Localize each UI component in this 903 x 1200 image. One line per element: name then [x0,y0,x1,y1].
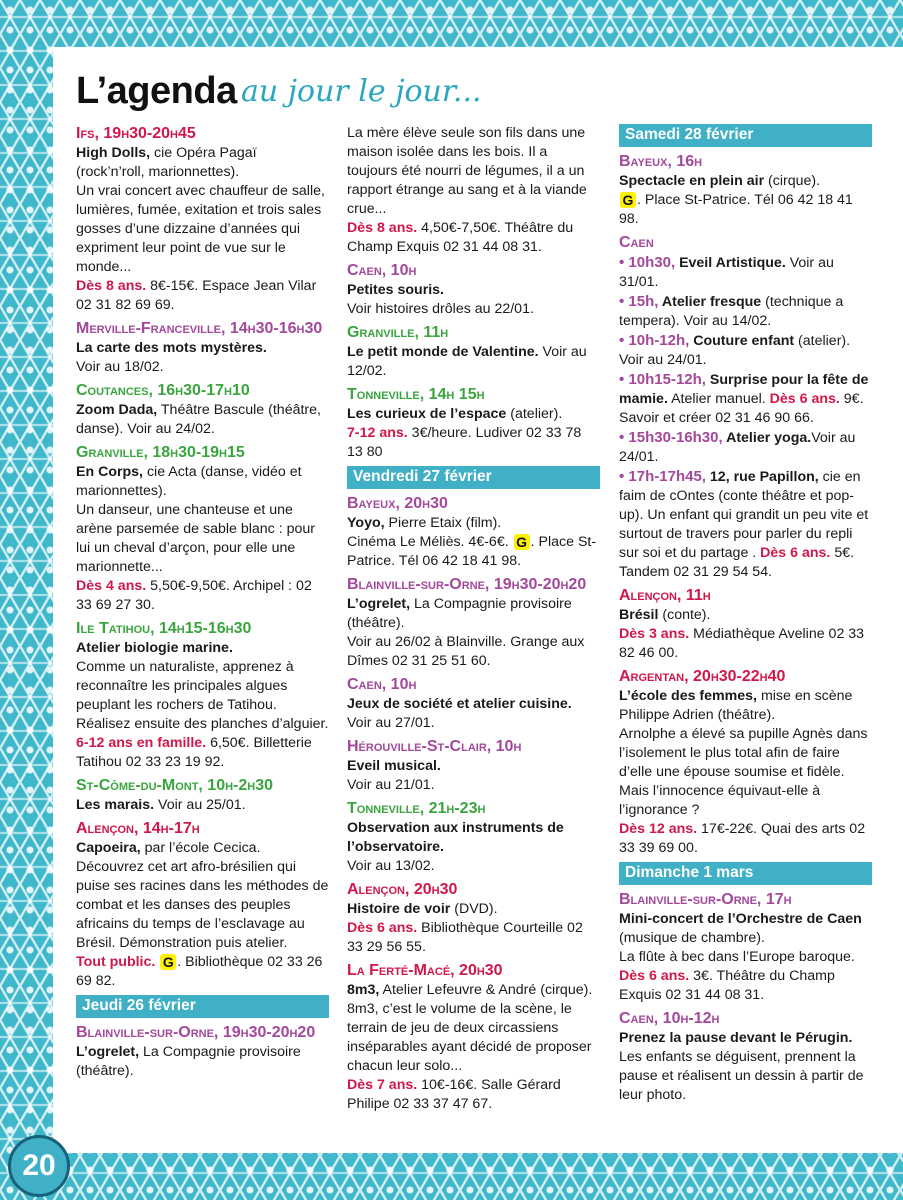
event-info: 5,50€-9,50€. Archipel : 02 33 69 27 30. [76,578,312,613]
event-info: 3€/heure. Ludiver 02 33 78 13 80 [347,425,582,460]
event-place: Merville-Franceville, 14h30-16h30 [76,320,323,337]
event-title: Les marais. [76,797,155,813]
event-place: Alençon, 20h30 [347,881,458,898]
event-place: Blainville-sur-Orne, 19h30-20h20 [76,1024,316,1041]
event-place: Alençon, 14h-17h [76,820,200,837]
event-info: Voir au 25/01. [154,797,246,813]
event-info: . Place St-Patrice. Tél 06 42 18 41 98. [347,534,597,569]
list-item [619,292,872,331]
event-info: Cinéma Le Méliès. 4€-6€. [347,534,509,550]
event-info: Voir au 12/02. [347,344,587,379]
event-place: Argentan, 20h30-22h40 [619,668,786,685]
event-title: L’ogrelet, [347,596,411,612]
event-place: St-Côme-du-Mont, 10h-2h30 [76,777,274,794]
event-place: Blainville-sur-Orne, 19h30-20h20 [347,576,587,593]
list-item-info: Atelier manuel. [667,391,766,407]
event-place: Ile Tatihou, 14h15-16h30 [76,620,252,637]
event-age: 6-12 ans en famille. [76,735,207,751]
event-info: 10€-16€. Salle Gérard Philipe 02 33 37 47 67. [347,1077,561,1112]
list-item-title: Eveil Artistique. [675,255,786,271]
event-description: Un vrai concert avec chauffeur de salle, lumières, fumée, exitation et trois sales gosses d’une dizzaine d’années qui expriment leur point de vue sur le monde... [76,183,325,275]
event-title: High Dolls, [76,145,151,161]
event-granville [76,443,329,615]
list-item-title: 12, rue Papillon, [705,469,819,485]
event-age: Dès 3 ans. [619,626,690,642]
event-description: Un danseur, une chanteuse et une arène parsemée de sable blanc : pour lui un cheval d’arçon, pour elle une marionnette... [76,502,315,575]
event-merville [76,319,329,377]
event-caen-jeux [347,675,600,733]
event-title: L’ogrelet, [76,1044,140,1060]
event-ifs [76,124,329,315]
list-item-info: (technique a tempera). Voir au 14/02. [619,294,844,329]
event-subtitle: par l’école Cecica. [140,840,261,856]
event-ferte-mace [347,961,600,1114]
event-place: Alençon, 11h [619,587,711,604]
list-item [619,467,872,582]
event-title: Yoyo, [347,515,385,531]
event-title: La carte des mots mystères. [76,340,267,356]
event-age: Dès 6 ans. [619,968,690,984]
event-info: 9€. Savoir et créer 02 31 46 90 66. [619,391,864,426]
column-1 [76,124,329,1085]
event-place: Tonneville, 14h 15h [347,386,485,403]
list-item-info: (atelier). Voir au 24/01. [619,333,851,368]
event-subtitle: La Compagnie provisoire (théâtre). [76,1044,301,1079]
event-subtitle: (atelier). [506,406,563,422]
event-title: Zoom Dada, [76,402,158,418]
event-blainville-concert [619,890,872,1005]
event-title: Le petit monde de Valentine. [347,344,539,360]
event-caen-souris [347,261,600,319]
list-item-title: Surprise pour la fête de mamie. [619,372,869,407]
event-title: Prenez la pause devant le Pérugin. [619,1030,853,1046]
event-subtitle: Théâtre Bascule (théâtre, danse). Voir au 24/02. [76,402,321,437]
list-item-time: • 15h30-16h30, [619,429,723,446]
event-age: Dès 8 ans. [347,220,418,236]
list-item-title: Atelier fresque [658,294,762,310]
event-title: L’école des femmes, [619,688,758,704]
event-tonneville-espace [347,385,600,462]
event-age: Dès 4 ans. [76,578,147,594]
event-age: Dès 6 ans. [756,545,831,561]
event-title: Brésil [619,607,659,623]
list-item-title: Atelier yoga. [722,430,812,446]
list-item-title: Couture enfant [689,333,795,349]
event-description: Arnolphe a élevé sa pupille Agnès dans l’isolement le plus total afin de faire d’elle une épouse soumise et fidèle. Mais l’innocence équivaut-elle à l’ignorance ? [619,726,868,818]
event-caen-perugin [619,1009,872,1105]
event-title: Histoire de voir [347,901,451,917]
event-subtitle: Atelier Lefeuvre & André (cirque). [379,982,593,998]
event-alencon-dvd [347,880,600,957]
free-badge-icon: G [160,954,176,970]
list-item [619,253,872,292]
page-subtitle: au jour le jour... [241,74,482,109]
event-age: Tout public. [76,954,156,970]
event-description: Les enfants se déguisent, prennent la pause et réalisent un dessin à partir de leur photo. [619,1049,864,1103]
event-title: Capoeira, [76,840,141,856]
free-badge-icon: G [514,534,530,550]
event-place: Caen, 10h [347,262,417,279]
event-place: Coutances, 16h30-17h10 [76,382,250,399]
event-alencon-capoeira [76,819,329,991]
event-place: Caen, 10h [347,676,417,693]
event-subtitle: (musique de chambre). [619,930,765,946]
event-title: 8m3, [347,982,380,998]
event-subtitle: Pierre Etaix (film). [384,515,502,531]
event-description: La flûte à bec dans l’Europe baroque. [619,949,855,965]
event-place: Caen [619,234,654,251]
event-herouville [347,737,600,795]
event-info: 5€. Tandem 02 31 29 54 54. [619,545,855,580]
event-argentan [619,667,872,858]
event-title: Les curieux de l’espace [347,406,507,422]
event-description: La mère élève seule son fils dans une maison isolée dans les bois. Il a toujours été nourri de légumes, il a un rapport étrange au sang et à la viande crue... [347,125,587,217]
event-info: Voir au 21/01. [347,777,435,793]
page-number: 20 [8,1135,70,1197]
list-item [619,428,872,467]
event-info: 4,50€-7,50€. Théâtre du Champ Exquis 02 31 44 08 31. [347,220,574,255]
event-info: . Place St-Patrice. Tél 06 42 18 41 98. [619,192,853,227]
event-title: Observation aux instruments de l’observatoire. [347,820,564,855]
event-title: Spectacle en plein air [619,173,765,189]
column-3 [619,124,872,1109]
event-age: Dès 8 ans. [76,278,147,294]
event-info: Médiathèque Aveline 02 33 82 46 00. [619,626,865,661]
list-item-info: cie en faim de cOntes (conte théâtre et pop-up). Un enfant qui grandit un peu vite et surtout de travers pour parler du repli sur soi et du partage . [619,469,869,561]
list-item-time: • 10h30, [619,254,676,271]
event-title: Jeux de société et atelier cuisine. [347,696,572,712]
event-title: En Corps, [76,464,144,480]
event-age: Dès 6 ans. [765,391,840,407]
event-granville-valentine [347,323,600,381]
event-info: Bibliothèque Courteille 02 33 29 56 55. [347,920,583,955]
list-item-info: Voir au 24/01. [619,430,856,465]
event-place: Ifs, 19h30-20h45 [76,125,196,142]
list-item-time: • 17h-17h45, [619,468,706,485]
event-age: Dès 6 ans. [347,920,418,936]
event-subtitle: mise en scène Philippe Adrien (théâtre). [619,688,853,723]
event-info: Voir au 27/01. [347,715,435,731]
event-subtitle: cie Acta (danse, vidéo et marionnettes). [76,464,302,499]
event-place: La Ferté-Macé, 20h30 [347,962,503,979]
event-bayeux-plein-air [619,152,872,229]
event-caen-list [619,233,872,582]
event-st-come [76,776,329,815]
day-header-samedi: Samedi 28 février [619,124,872,147]
event-description: Découvrez cet art afro-brésilien qui puise ses racines dans les méthodes de combat et les danses des peuples africains du temps de l’esclavage au Brésil. Démonstration puis atelier. [76,859,329,951]
event-age: Dès 7 ans. [347,1077,418,1093]
event-info: 17€-22€. Quai des arts 02 33 39 69 00. [619,821,866,856]
event-place: Tonneville, 21h-23h [347,800,486,817]
event-info: 6,50€. Billetterie Tatihou 02 33 23 19 92. [76,735,312,770]
event-info: . Bibliothèque 02 33 26 69 82. [76,954,323,989]
event-subtitle: cie Opéra Pagaï (rock’n’roll, marionnettes). [76,145,257,180]
event-tonneville-observation [347,799,600,876]
list-item-info: Voir au 31/01. [619,255,834,290]
event-title: Eveil musical. [347,758,441,774]
event-subtitle: (DVD). [450,901,498,917]
event-blainville-ogrelet [76,1023,329,1081]
event-info: 3€. Théâtre du Champ Exquis 02 31 44 08 31. [619,968,835,1003]
list-item-time: • 10h15-12h, [619,371,706,388]
event-title: Mini-concert de l’Orchestre de Caen [619,911,862,927]
event-subtitle: La Compagnie provisoire (théâtre). [347,596,572,631]
list-item-time: • 10h-12h, [619,332,690,349]
event-tatihou [76,619,329,772]
event-age: Dès 12 ans. [619,821,698,837]
page-title: L’agenda [76,70,237,112]
event-info: Voir au 13/02. [347,858,435,874]
event-title: Petites souris. [347,282,444,298]
event-subtitle: (conte). [658,607,711,623]
event-info: Voir histoires drôles au 22/01. [347,301,534,317]
event-place: Granville, 11h [347,324,449,341]
event-age: 7-12 ans. [347,425,408,441]
event-place: Granville, 18h30-19h15 [76,444,245,461]
event-bayeux-yoyo [347,494,600,571]
free-badge-icon: G [620,192,636,208]
list-item [619,331,872,370]
event-place: Bayeux, 16h [619,153,703,170]
event-place: Bayeux, 20h30 [347,495,448,512]
event-info: 8€-15€. Espace Jean Vilar 02 31 82 69 69. [76,278,317,313]
event-description: 8m3, c’est le volume de la scène, le terrain de jeu de deux circassiens inséparables ayant décidé de proposer chacun leur solo... [347,1001,592,1074]
event-info: Voir au 26/02 à Blainville. Grange aux Dîmes 02 31 25 51 60. [347,634,585,669]
event-subtitle: (cirque). [764,173,821,189]
list-item-time: • 15h, [619,293,659,310]
day-header-jeudi: Jeudi 26 février [76,995,329,1018]
list-item [619,370,872,428]
day-header-dimanche: Dimanche 1 mars [619,862,872,885]
event-description: Comme un naturaliste, apprenez à reconnaître les principales algues peuplant les rochers de Tatihou. Réalisez ensuite des planches d’alguier. [76,659,329,732]
event-ogrelet-continued [347,124,600,257]
event-title: Atelier biologie marine. [76,640,233,656]
event-place: Caen, 10h-12h [619,1010,720,1027]
event-coutances [76,381,329,439]
event-blainville-ogrelet-2 [347,575,600,671]
day-header-vendredi: Vendredi 27 février [347,466,600,489]
event-place: Hérouville-St-Clair, 10h [347,738,522,755]
column-2 [347,124,600,1118]
event-info: Voir au 18/02. [76,359,164,375]
event-alencon-bresil [619,586,872,663]
event-place: Blainville-sur-Orne, 17h [619,891,792,908]
